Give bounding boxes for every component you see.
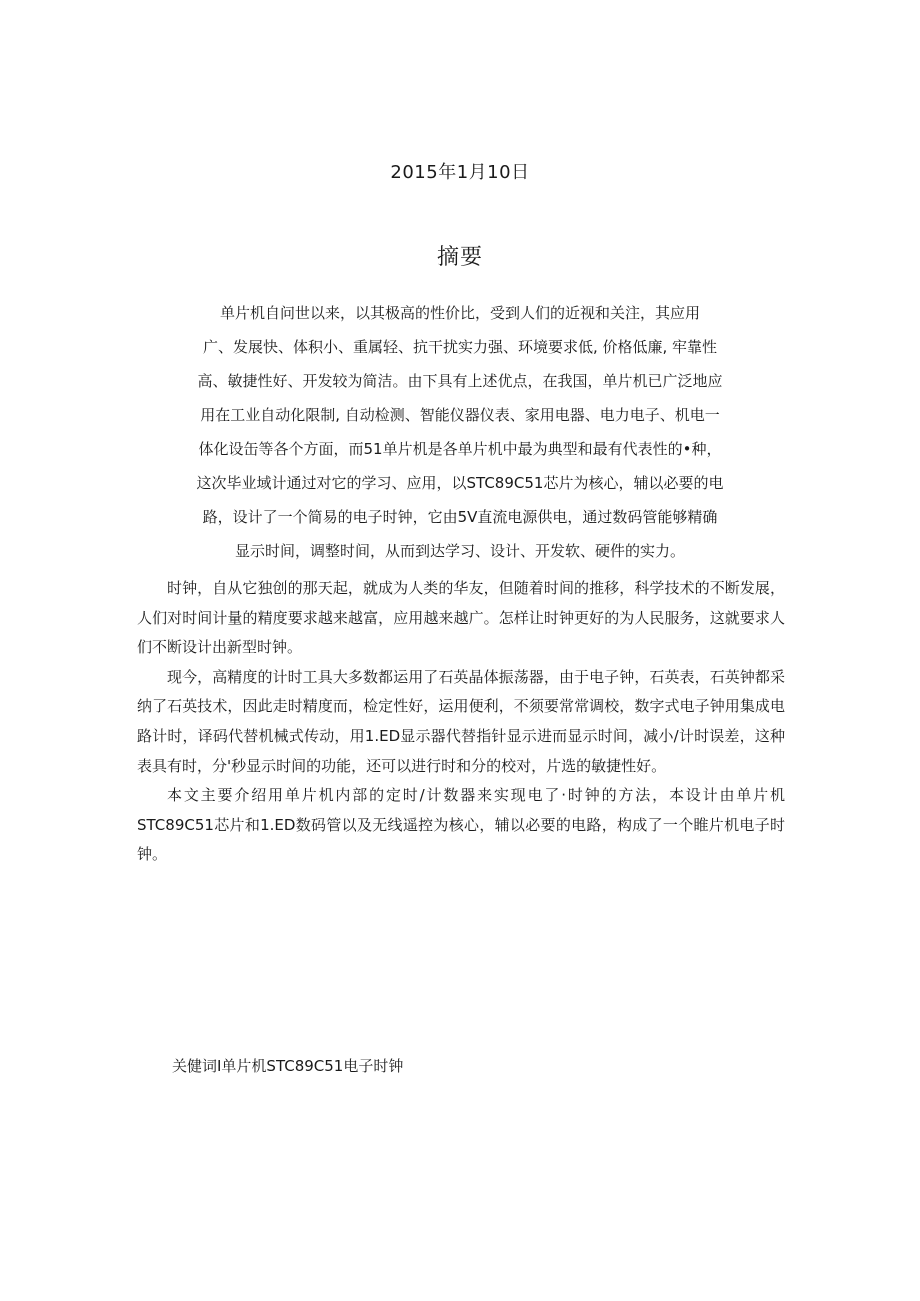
abstract-line: 用在工业自动化限制, 自动检测、智能仪器仪表、家用电器、电力电子、机电一 (200, 406, 720, 424)
abstract-line: 显示时间，调整时间，从而到达学习、设计、开发软、硬件的实力。 (234, 542, 685, 560)
abstract-line: 体化设缶等各个方面，而51单片机是各单片机中最为典型和最有代表性的•种， (198, 440, 722, 458)
body-paragraphs (137, 574, 785, 870)
paragraph-clock-history: 时钟，自从它独创的那天起，就成为人类的华友，但随着时间的推移，科学技术的不断发展，人们对时间计量的精度要求越来越富，应用越来越广。怎样让时钟更好的为人民服务，这就要求人们不断设计出新型时钟。 (137, 579, 785, 657)
abstract-title: 摘要 (436, 245, 483, 270)
paragraph-design-intro: 本文主要介绍用单片机内部的定时/计数器来实现电了·时钟的方法，本设计由单片机STC89C51芯片和1.ED数码管以及无线遥控为核心，辅以必要的电路，构成了一个睢片机电子时钟。 (137, 786, 785, 864)
abstract-line: 路，设计了一个简易的电子时钟，它由5V直流电源供电，通过数码管能够精确 (202, 508, 718, 526)
abstract-line: 这次毕业域计通过对它的学习、应用，以STC89C51芯片为核心，辅以必要的电 (196, 474, 724, 492)
abstract-line: 单片机自问世以来，以其极高的性价比，受到人们的近视和关注，其应用 (219, 304, 700, 322)
abstract-centered-block (0, 302, 920, 574)
keywords-line: 关健词I单片机STC89C51电子时钟 (172, 1057, 404, 1075)
abstract-line: 广、发展快、体积小、重属轻、抗干扰实力强、环境要求低, 价格低廉, 牢靠性 (202, 338, 718, 356)
abstract-line: 高、敏捷性好、开发较为简洁。由下具有上述优点，在我国，单片机已广泛地应 (197, 372, 723, 390)
paragraph-quartz-technology: 现今，高精度的计时工具大多数都运用了石英晶体振荡器，由于电子钟，石英表，石英钟都采纳了石英技术，因此走时精度而，检定性好，运用便利，不须要常常调校，数字式电子钟用集成电路计时，译码代替机械式传动，用1.ED显示器代替指针显示进而显示时间，减小/计时误差，这种表具有时，分'秒显示时间的功能，还可以进行时和分的校对，片选的敏捷性好。 (137, 667, 785, 775)
document-date: 2015年1月10日 (390, 162, 530, 183)
